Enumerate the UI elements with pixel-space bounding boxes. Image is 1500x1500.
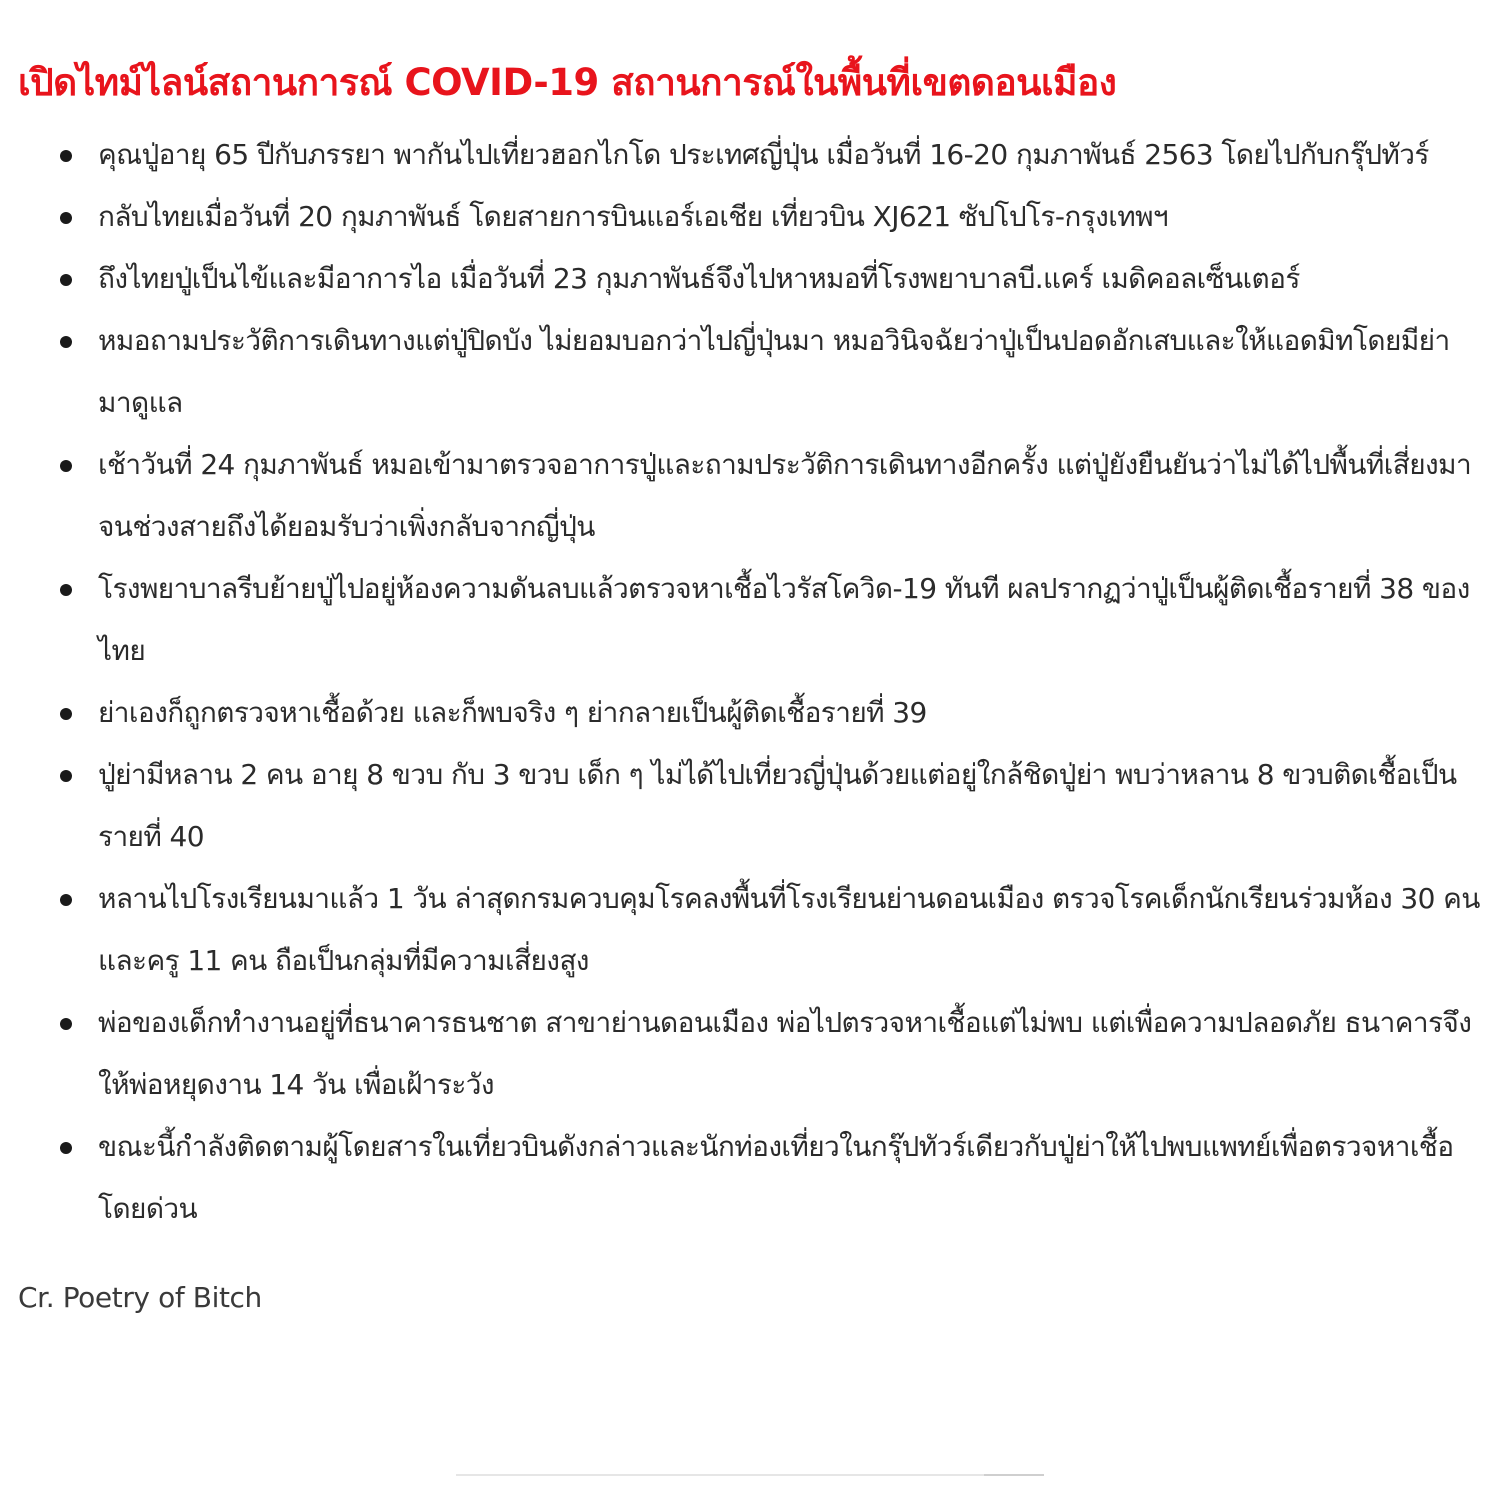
list-item	[98, 682, 1480, 744]
bullet-icon	[60, 212, 72, 224]
list-item-text: พ่อของเด็กทำงานอยู่ที่ธนาคารธนชาต สาขาย่านดอนเมือง พ่อไปตรวจหาเชื้อแต่ไม่พบ แต่เพื่อความปลอดภัย ธนาคารจึงให้พ่อหยุดงาน 14 วัน เพื่อเฝ้าระวัง	[98, 1006, 1472, 1101]
credit-text: Cr. Poetry of Bitch	[18, 1281, 262, 1314]
bullet-icon	[60, 150, 72, 162]
bullet-icon	[60, 584, 72, 596]
list-item	[98, 558, 1480, 682]
bullet-icon	[60, 460, 72, 472]
divider-accent	[984, 1474, 1044, 1476]
list-item-text: ปู่ย่ามีหลาน 2 คน อายุ 8 ขวบ กับ 3 ขวบ เด็ก ๆ ไม่ได้ไปเที่ยวญี่ปุ่นด้วยแต่อยู่ใกล้ชิดปู่ย่า พบว่าหลาน 8 ขวบติดเชื้อเป็นรายที่ 40	[98, 758, 1457, 853]
divider	[456, 1474, 1044, 1476]
list-item	[98, 434, 1480, 558]
list-item-text: กลับไทยเมื่อวันที่ 20 กุมภาพันธ์ โดยสายการบินแอร์เอเชีย เที่ยวบิน XJ621 ซัปโปโร-กรุงเทพฯ	[98, 200, 1169, 233]
list-item-text: หลานไปโรงเรียนมาแล้ว 1 วัน ล่าสุดกรมควบคุมโรคลงพื้นที่โรงเรียนย่านดอนเมือง ตรวจโรคเด็กนักเรียนร่วมห้อง 30 คน และครู 11 คน ถือเป็นกลุ่มที่มีความเสี่ยงสูง	[98, 882, 1480, 977]
bullet-icon	[60, 708, 72, 720]
list-item-text: ขณะนี้กำลังติดตามผู้โดยสารในเที่ยวบินดังกล่าวและนักท่องเที่ยวในกรุ๊ปทัวร์เดียวกับปู่ย่าให้ไปพบแพทย์เพื่อตรวจหาเชื้อโดยด่วน	[98, 1130, 1454, 1225]
list-item-text: หมอถามประวัติการเดินทางแต่ปู่ปิดบัง ไม่ยอมบอกว่าไปญี่ปุ่นมา หมอวินิจฉัยว่าปู่เป็นปอดอักเสบและให้แอดมิทโดยมีย่ามาดูแล	[98, 324, 1450, 419]
page-title: เปิดไทม์ไลน์สถานการณ์ COVID-19 สถานการณ์ในพื้นที่เขตดอนเมือง	[18, 61, 1117, 104]
list-item	[98, 868, 1480, 992]
list-item	[98, 124, 1480, 186]
list-item-text: ย่าเองก็ถูกตรวจหาเชื้อด้วย และก็พบจริง ๆ ย่ากลายเป็นผู้ติดเชื้อรายที่ 39	[98, 696, 927, 729]
list-item-text: โรงพยาบาลรีบย้ายปู่ไปอยู่ห้องความดันลบแล้วตรวจหาเชื้อไวรัสโควิด-19 ทันที ผลปรากฏว่าปู่เป็นผู้ติดเชื้อรายที่ 38 ของไทย	[98, 572, 1470, 667]
list-item	[98, 248, 1480, 310]
bullet-icon	[60, 1018, 72, 1030]
list-item	[98, 744, 1480, 868]
article	[18, 52, 1480, 1318]
bullet-icon	[60, 1142, 72, 1154]
list-item-text: คุณปู่อายุ 65 ปีกับภรรยา พากันไปเที่ยวฮอกไกโด ประเทศญี่ปุ่น เมื่อวันที่ 16-20 กุมภาพันธ์ 2563 โดยไปกับกรุ๊ปทัวร์	[98, 138, 1429, 171]
bullet-icon	[60, 336, 72, 348]
bullet-icon	[60, 274, 72, 286]
list-item	[98, 186, 1480, 248]
bullet-icon	[60, 770, 72, 782]
list-item	[98, 1116, 1480, 1240]
bullet-icon	[60, 894, 72, 906]
timeline-list	[18, 124, 1480, 1240]
list-item	[98, 992, 1480, 1116]
list-item	[98, 310, 1480, 434]
list-item-text: ถึงไทยปู่เป็นไข้และมีอาการไอ เมื่อวันที่ 23 กุมภาพันธ์จึงไปหาหมอที่โรงพยาบาลบี.แคร์ เมดิคอลเซ็นเตอร์	[98, 262, 1300, 295]
list-item-text: เช้าวันที่ 24 กุมภาพันธ์ หมอเข้ามาตรวจอาการปู่และถามประวัติการเดินทางอีกครั้ง แต่ปู่ยังยืนยันว่าไม่ได้ไปพื้นที่เสี่ยงมา จนช่วงสายถึงได้ยอมรับว่าเพิ่งกลับจากญี่ปุ่น	[98, 448, 1472, 543]
